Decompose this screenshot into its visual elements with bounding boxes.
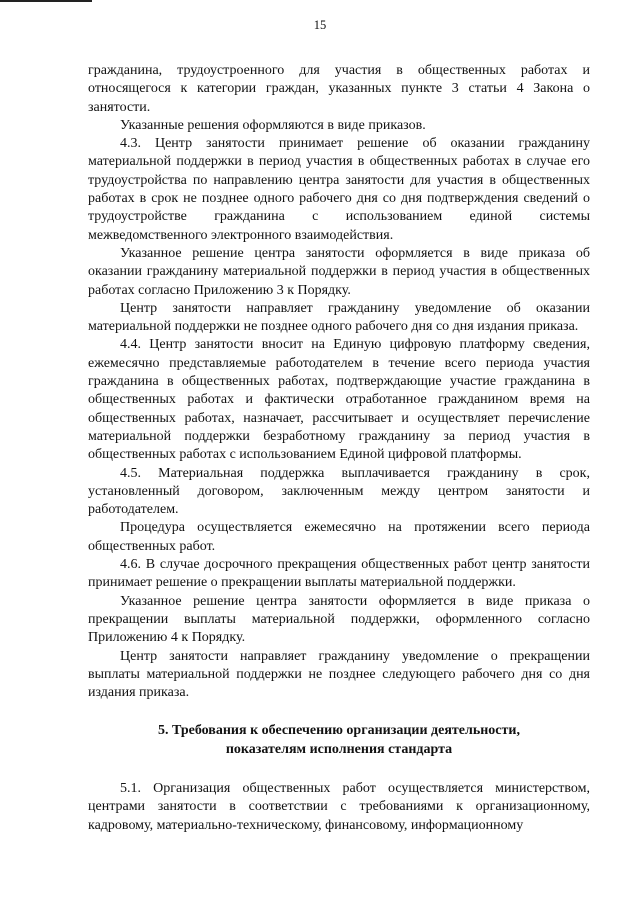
paragraph: Указанное решение центра занятости оформляется в виде приказа об оказании гражданину материальной поддержки в период участия в общественных работах согласно Приложению 3 к Порядку.: [88, 245, 590, 298]
paragraph: Указанное решение центра занятости оформляется в виде приказа о прекращении выплаты материальной поддержки, оформленного согласно Приложению 4 к Порядку.: [88, 593, 590, 646]
section-heading-line-2: показателям исполнения стандарта: [225, 741, 453, 757]
paragraph: Процедура осуществляется ежемесячно на протяжении всего периода общественных работ.: [88, 520, 590, 554]
document-body: [88, 62, 590, 835]
section-heading-line-1: 5. Требования к обеспечению организации деятельности,: [158, 723, 520, 739]
paragraph: 4.6. В случае досрочного прекращения общественных работ центр занятости принимает решение о прекращении выплаты материальной поддержки.: [88, 557, 590, 591]
paragraph: Центр занятости направляет гражданину уведомление о прекращении выплаты материальной поддержки не позднее следующего рабочего дня со дня издания приказа.: [88, 648, 590, 701]
paragraphs-before-heading: [88, 62, 590, 702]
paragraph: 5.1. Организация общественных работ осуществляется министерством, центрами занятости в соответствии с требованиями к организационному, кадровому, материально-техническому, финансовому, информационному: [88, 780, 590, 833]
paragraphs-after-heading: [88, 780, 590, 835]
paragraph: гражданина, трудоустроенного для участия в общественных работах и относящегося к категории граждан, указанных пункте 3 статьи 4 Закона о занятости.: [88, 63, 590, 115]
paragraph: 4.3. Центр занятости принимает решение об оказании гражданину материальной поддержки в период участия в общественных работах в случае его трудоустройства по направлению центра занятости для участия в общественных работах в срок не позднее одного рабочего дня со дня подтверждения сведений о трудоустройстве гражданина с использованием единой системы межведомственного электронного взаимодействия.: [88, 136, 590, 243]
paragraph: Указанные решения оформляются в виде приказов.: [120, 117, 426, 133]
section-heading: [88, 722, 590, 759]
paragraph: 4.4. Центр занятости вносит на Единую цифровую платформу сведения, ежемесячно представляемые работодателем в течение всего периода участия гражданина в общественных работах, подтверждающие участие гражданина в общественных работах и фактически отработанное гражданином время на общественных работах, назначает, рассчитывает и осуществляет перечисление материальной поддержки безработному гражданину за период участия в общественных работах с использованием Единой цифровой платформы.: [88, 337, 590, 463]
paragraph: 4.5. Материальная поддержка выплачивается гражданину в срок, установленный договором, заключенным между центром занятости и работодателем.: [88, 465, 590, 518]
page-number: 15: [313, 18, 327, 32]
paragraph: Центр занятости направляет гражданину уведомление об оказании материальной поддержки не позднее одного рабочего дня со дня издания приказа.: [88, 300, 590, 335]
scan-edge-line: [0, 0, 92, 2]
